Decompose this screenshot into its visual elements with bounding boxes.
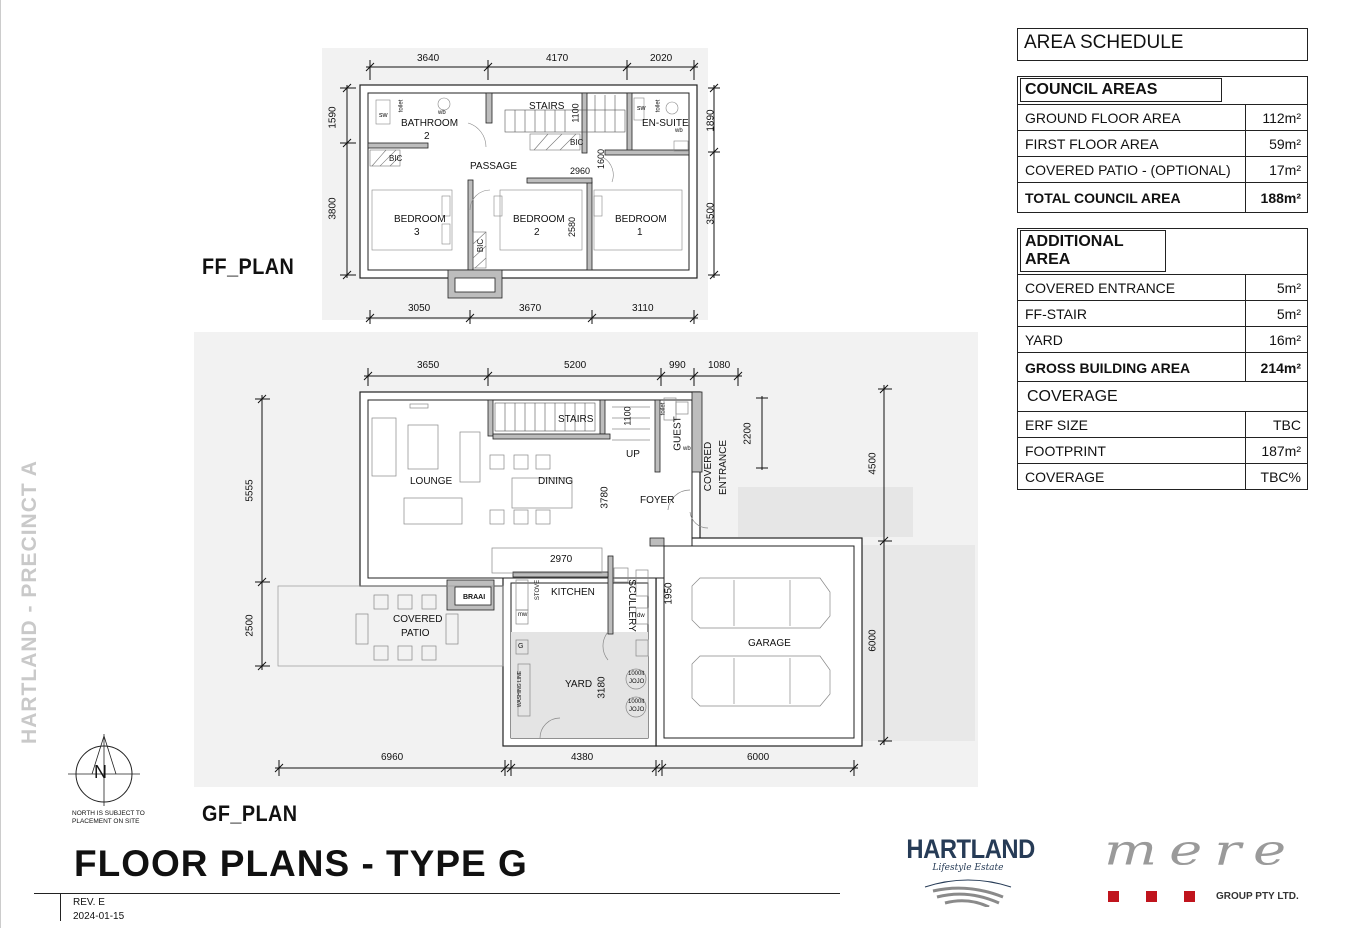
gf-gas-label: G [518, 643, 524, 650]
gf-covered-patio-label-1: COVERED [393, 614, 443, 625]
ff-ensuite-label: EN-SUITE [642, 118, 689, 129]
north-letter: N [94, 762, 107, 782]
table-row [1018, 464, 1307, 490]
coverage-table [1017, 381, 1308, 490]
ff-dim-left-1: 1590 [327, 106, 339, 129]
total-value: 214m² [1246, 353, 1308, 383]
coverage-label: ERF SIZE [1018, 412, 1246, 438]
ff-bedroom2-label: BEDROOM [513, 214, 565, 225]
table-total-row [1018, 353, 1307, 383]
ff-dim-inner-3: 1100 [570, 103, 581, 123]
area-label: GROUND FLOOR AREA [1018, 105, 1246, 131]
gf-dim-inner-3: 3780 [599, 486, 611, 509]
hartland-logo [898, 834, 1038, 912]
gf-dim-inner-6: 3180 [596, 676, 608, 699]
title-rule-vertical [60, 893, 61, 921]
ff-dim-left-2: 3800 [327, 197, 339, 220]
table-row [1018, 105, 1307, 131]
gf-yard-label: YARD [565, 679, 593, 690]
gf-kitchen-label: KITCHEN [551, 587, 595, 598]
total-label: GROSS BUILDING AREA [1018, 353, 1246, 383]
mere-square-icon [1146, 891, 1157, 902]
gf-dim-inner-1: 2200 [742, 422, 754, 445]
gf-dim-bottom-2: 4380 [571, 752, 594, 763]
gf-jojo2-cap: 1000lt [628, 699, 645, 705]
table-row [1018, 412, 1307, 438]
table-row [1018, 301, 1307, 327]
ff-plan-drawing [300, 45, 730, 330]
ff-dim-right-1: 1890 [705, 109, 717, 132]
gf-mw-label: mw [518, 612, 528, 618]
ff-bic-3: BIC [476, 238, 486, 253]
gf-dim-left-2: 2500 [244, 614, 256, 637]
gf-dim-top-1: 3650 [417, 360, 440, 371]
gf-covered-entrance-label-2: ENTRANCE [718, 439, 730, 496]
gf-dim-top-2: 5200 [564, 360, 587, 371]
ff-shower-1: sw [379, 112, 388, 119]
additional-area-table [1017, 228, 1308, 383]
gf-covered-patio-label-2: PATIO [401, 628, 430, 639]
table-row [1018, 131, 1307, 157]
gf-toilet-label: toilet [660, 402, 667, 416]
gf-dim-right-1: 4500 [867, 452, 879, 475]
area-value: 5m² [1246, 275, 1308, 301]
gf-dw-label: dw [637, 613, 645, 619]
coverage-title: COVERAGE [1027, 388, 1118, 405]
gf-jojo1-cap: 1000lt [628, 671, 645, 677]
coverage-label: COVERAGE [1018, 464, 1246, 490]
area-value: 5m² [1246, 301, 1308, 327]
gf-guest-label: GUEST [672, 416, 684, 451]
gf-dim-inner-4: 2970 [550, 554, 573, 565]
gf-dim-right-2: 6000 [867, 629, 879, 652]
gf-jojo1-label: JOJO [629, 679, 645, 685]
ff-stairs-label: STAIRS [529, 101, 565, 112]
total-value: 188m² [1246, 183, 1308, 213]
gf-stove-label: STOVE [535, 579, 542, 601]
ff-toilet-2: toilet [655, 99, 662, 113]
area-label: COVERED ENTRANCE [1018, 275, 1246, 301]
coverage-label: FOOTPRINT [1018, 438, 1246, 464]
ff-dim-top-1: 3640 [417, 53, 440, 64]
gf-dim-top-3: 990 [669, 360, 686, 371]
gf-dim-inner-2: 1100 [622, 406, 633, 426]
drawing-title: FLOOR PLANS - TYPE G [74, 843, 528, 884]
hartland-landscape-icon [923, 873, 1013, 907]
gf-garage-label: GARAGE [748, 638, 791, 649]
table-total-row [1018, 183, 1307, 213]
gf-plan-label: GF_PLAN [202, 801, 298, 826]
gf-lounge-label: LOUNGE [410, 476, 453, 487]
area-label: FF-STAIR [1018, 301, 1246, 327]
north-note-line-2: PLACEMENT ON SITE [72, 818, 140, 825]
ff-dim-right-2: 3500 [705, 202, 717, 225]
ff-dim-inner-1: 1600 [596, 148, 607, 170]
gf-braai-label: BRAAI [463, 594, 486, 601]
revision-date: 2024-01-15 [73, 911, 125, 922]
ff-dim-bottom-3: 3110 [632, 303, 654, 314]
ff-dim-inner-4: 2580 [567, 216, 578, 238]
mere-square-icon [1184, 891, 1195, 902]
gf-jojo2-label: JOJO [629, 707, 645, 713]
gf-dim-bottom-1: 6960 [381, 752, 404, 763]
ff-wb-1: wb [438, 110, 446, 116]
area-label: COVERED PATIO - (OPTIONAL) [1018, 157, 1246, 183]
gf-scullery-label: SCULLERY [625, 579, 637, 632]
ff-dim-bottom-1: 3050 [408, 303, 431, 314]
ff-dim-top-2: 4170 [546, 53, 569, 64]
gf-wb-label: wb [683, 446, 691, 452]
gf-covered-entrance-label-1: COVERED [703, 441, 715, 492]
gf-washing-line-label: WASHING LINE [517, 670, 524, 708]
gf-dim-left-1: 5555 [244, 479, 256, 502]
area-label: FIRST FLOOR AREA [1018, 131, 1246, 157]
table-row [1018, 275, 1307, 301]
title-rule [34, 893, 840, 894]
ff-bic-1: BIC [389, 154, 403, 163]
table-row [1018, 438, 1307, 464]
gf-up-label: UP [626, 449, 640, 460]
council-areas-title: COUNCIL AREAS [1020, 78, 1222, 102]
ff-bathroom-label: BATHROOM [401, 118, 459, 129]
area-value: 17m² [1246, 157, 1308, 183]
gf-dining-label: DINING [538, 476, 573, 487]
mere-group-text: GROUP PTY LTD. [1216, 891, 1299, 902]
mere-logo-text: mere [1104, 826, 1299, 875]
gf-dim-inner-5: 1950 [663, 582, 675, 605]
table-row [1018, 327, 1307, 353]
council-areas-table [1017, 76, 1308, 213]
schedule-title: AREA SCHEDULE [1024, 32, 1184, 53]
side-title: HARTLAND - PRECINCT A [18, 460, 41, 744]
area-value: 112m² [1246, 105, 1308, 131]
area-label: YARD [1018, 327, 1246, 353]
ff-bedroom1-label: BEDROOM [615, 214, 667, 225]
coverage-value: 187m² [1246, 438, 1308, 464]
table-row [1018, 157, 1307, 183]
ff-dim-bottom-2: 3670 [519, 303, 542, 314]
ff-bedroom3-label: BEDROOM [394, 214, 446, 225]
gf-dim-bottom-3: 6000 [747, 752, 770, 763]
gf-foyer-label: FOYER [640, 495, 675, 506]
additional-area-title: ADDITIONAL AREA [1020, 230, 1166, 272]
hartland-logo-subtext: Lifestyle Estate [932, 863, 1004, 873]
ff-bedroom1-no: 1 [637, 227, 643, 238]
ff-dim-top-3: 2020 [650, 53, 673, 64]
total-label: TOTAL COUNCIL AREA [1018, 183, 1246, 213]
sheet-border [0, 0, 1, 928]
schedule-header [1017, 28, 1308, 61]
hartland-logo-text: HARTLAND [906, 834, 1035, 864]
ff-dim-inner-2: 2960 [570, 166, 591, 176]
ff-bathroom-no: 2 [424, 131, 430, 142]
revision: REV. E [73, 897, 105, 908]
north-note-line-1: NORTH IS SUBJECT TO [72, 810, 145, 817]
ff-wb-2: wb [675, 128, 683, 134]
ff-bedroom2-no: 2 [534, 227, 540, 238]
gf-dim-top-4: 1080 [708, 360, 731, 371]
ff-bic-2: BIC [570, 138, 584, 147]
ff-bedroom3-no: 3 [414, 227, 420, 238]
ff-toilet-1: toilet [398, 99, 405, 113]
mere-square-icon [1108, 891, 1119, 902]
area-value: 16m² [1246, 327, 1308, 353]
ff-plan-label: FF_PLAN [202, 254, 295, 279]
gf-stairs-label: STAIRS [558, 414, 594, 425]
gf-plan-drawing [190, 330, 1000, 790]
ff-shower-2: sw [637, 105, 646, 112]
north-note [72, 810, 162, 826]
coverage-value: TBC% [1246, 464, 1308, 490]
area-value: 59m² [1246, 131, 1308, 157]
coverage-value: TBC [1246, 412, 1308, 438]
ff-passage-label: PASSAGE [470, 161, 518, 172]
